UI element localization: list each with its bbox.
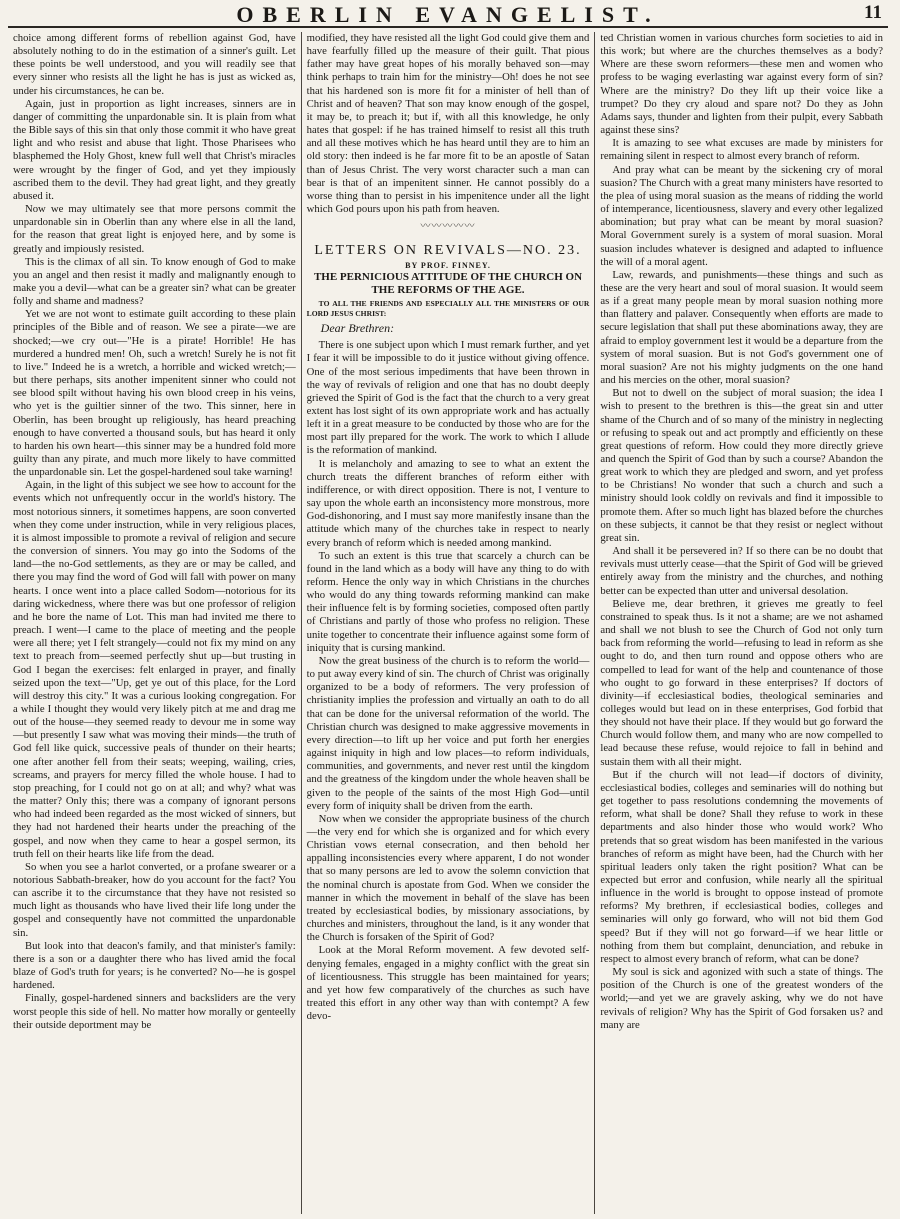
article-salutation: Dear Brethren:: [320, 321, 395, 336]
masthead: [8, 0, 888, 26]
paragraph: And shall it be persevered in? If so there can be no doubt that revivals must utterly cease—that the Spirit of God will be grieved entirely away from the ministry and the churches, and nothing better can be expected than utter and universal desolation.: [600, 545, 884, 597]
paragraph: But look into that deacon's family, and that minister's family: there is a son or a daughter there who has lived amid the focal blaze of God's truth for years; is he converted? No—he is gospel hardened.: [13, 939, 296, 992]
paragraph: It is melancholy and amazing to see to what an extent the church treats the different branches of reform either with indifference, or with direct opposition. There is not, I venture to say upon the whole earth an inconsistency more monstrous, more God-dishonoring, and I must say more manifestly insane than the attitude which many of the churches take in respect to nearly every branch of reform which is needed among mankind.: [306, 457, 590, 549]
paragraph: This is the climax of all sin. To know enough of God to make you an angel and then resist it madly and malignantly enough to make you a devil—what can be a greater sin? what can be greater folly and shame and madness?: [13, 255, 296, 308]
paragraph: But not to dwell on the subject of moral suasion; the idea I wish to present to the brethren is this—the great sin and utter shame of the Church and of so many of the ministry in neglecting or refusing to speak out and act promptly and efficiently on these great questions of reform. How could they more directly grieve and quench the Spirit of God than by such a course? Abandon the great work to which they are pledged and sworn, and yet profess to be Christians! No wonder that such a church and such a ministry should look coldly on revivals and find it impossible to promote them. After so much light has blazed before the churches on these subjects, it cannot be that they resist or neglect without great sin.: [600, 387, 884, 544]
column-2: [301, 32, 595, 1214]
paragraph: To such an extent is this true that scarcely a church can be found in the land which as a body will have any thing to do with reform. Hence the only way in which Christians in the churches who would do any thing towards reforming mankind can make their influence felt is by forming societies, composed often partly of Christians and partly of those who profess no religion. These unite together to concentrate their influence against some form of iniquity that is cursing mankind.: [306, 549, 590, 654]
text-columns: [8, 32, 888, 1214]
page-title: OBERLIN EVANGELIST.: [236, 2, 660, 27]
paragraph: Now we may ultimately see that more persons commit the unpardonable sin in Oberlin than any where else in all the land, for the reason that great light is enjoyed here, and by some is greatly and impiously resisted.: [13, 203, 296, 255]
article-dedication: TO ALL THE FRIENDS AND ESPECIALLY ALL THE MINISTERS OF OUR LORD JESUS CHRIST:: [306, 299, 590, 319]
paragraph: It is amazing to see what excuses are made by ministers for remaining silent in respect to almost every branch of reform.: [600, 137, 884, 163]
column-2-top-text: [307, 32, 590, 216]
paragraph: My soul is sick and agonized with such a state of things. The position of the Church is one of the greatest wonders of the world;—and yet we are gravely asking, why we do not have revivals of religion? Why has the Spirit of God forsaken us? and many are: [600, 966, 884, 1031]
paragraph: Yet we are not wont to estimate guilt according to these plain principles of the Bible and of reason. We see a pirate—we are shocked;—we cry out—"He is a pirate! Horrible! He has murdered a hundred men! Oh, such a wretch! Surely he is not fit to live." Indeed he is a wretch, a horrible and wicked wretch;—but there perhaps, sits another impenitent sinner who could not see blood spilt without having his own blood creep in his veins, who yet is the guiltier sinner of the two. This sinner, here in Oberlin, has been brought up religiously, has heard preaching enough to have converted a thousand souls, but has heard it only to harden his own heart—this sinner may be a hundred fold more guilty than any pirate, and much more likely to have committed the unpardonable sin. Let the gospel-hardened soul take warning!: [13, 308, 296, 479]
paragraph: Now the great business of the church is to reform the world—to put away every kind of sin. The church of Christ was originally organized to be a body of reformers. The very profession of christianity implies the profession and virtually an oath to do all that can be done for the universal reformation of the world. The Christian church was designed to make aggressive movements in every direction—to lift up her voice and put forth her energies against iniquity in high and low places—to reform individuals, communities, and governments, and never rest until the kingdom and the greatness of the kingdom under the whole heaven shall be given to the people of the saints of the most High God—until every form of iniquity shall be driven from the earth.: [306, 654, 590, 812]
paragraph: Again, in the light of this subject we see how to account for the events which not unfrequently occur in the world's history. The most notorious sinners, it sometimes happens, are soon converted when they come under instruction, while in very religious places, it is almost impossible to promote a revival of religion and secure the conversion of sinners. You may go into the Sodoms of the land—the no-God settlements, as they are or may be called, and there you may find the word of God will fall with power on many hearts. I once went into a place called Sodom—notorious for its daring wickedness, where there was but one professor of religion and he bore the name of Lot. This man had invited me there to preach. I went—I came to the place of meeting and the people were all there; yet I felt strangely—could not fix my mind on any text to preach from—seemed perfectly shut up—but trusting in God I began the exercises: felt enlarged in prayer, and finally seized upon the text—"Up, get ye out of this place, for the Lord will destroy this city." It was a curious looking congregation. For a while I thought they would very likely pitch at me and drag me out of the house—they seemed ready to devour me in some way—but presently I saw what was moving their minds—the truth of God fell like quick, successive peals of thunder on their hearts; one after another fell from their seats; weeping, wailing, cries, screams, and prayers for mercy filled the whole house. I had to stop preaching, for I could not go on at all; and why? what was the matter? Only this; there was a company of ignorant persons who had indeed been regarded as the most wicked of sinners, but they had not hardened their hearts under the preaching of the gospel, and now when they came to hear a gospel sermon, its truth fell on their hearts like life from the dead.: [13, 479, 296, 860]
column-3: [594, 32, 888, 1214]
paragraph: There is one subject upon which I must remark further, and yet I fear it will be impossible to do it justice without giving offence. One of the most serious impediments that have been thrown in the way of revivals of religion and one that has no doubt deeply grieved the Spirit of God is the fact that the church to a very great extent has lost sight of its own appropriate work and has actually left it in a great measure to be conducted by those who are for the most part illy prepared for the work. The work to which I allude is the reformation of mankind.: [306, 339, 590, 457]
paragraph: And pray what can be meant by the sickening cry of moral suasion? The Church with a great many ministers have resorted to the plea of using moral suasion as the means of ridding the world of intemperance, licentiousness, slavery and every other legalized abomination; but pray what can be meant by moral suasion? Moral Government surely is a system of moral suasion. Moral suasion includes whatever is designed and adapted to influence the will of a moral agent.: [600, 163, 884, 268]
article-byline: BY PROF. FINNEY.: [405, 261, 491, 271]
page-number: 11: [864, 2, 882, 23]
paragraph: modified, they have resisted all the light God could give them and have fearfully filled up the measure of their guilt. That pious father may have great hopes of his morally behaved son—may think perhaps to train him for the ministry—Oh! does he not see that his hardened son is more fit for a minister of hell than of Christ and of heaven? That son may know enough of the gospel, it may be, to preach it; but if, with all this knowledge, he only hates that gospel: if he has trained himself to resist all this truth and all these motives which he has heard until they are to him an old story: then indeed is he far more fit to be an apostle of Satan than of Jesus Christ. The very worst character such a man can bear is that of an impenitent sinner. He cannot possibly do a worse thing than to persist in his impenitence under all the light which God pours upon his path from heaven.: [306, 32, 590, 216]
paragraph: ted Christian women in various churches form societies to aid in this work; but where are the churches themselves as a body? Where are these sworn reformers—these men and women who profess to be waging everlasting war against every form of sin? Where are the ministry? Do they lift up their voice like a trumpet? Do they cry aloud and spare not? Do they as John Adams says, thunder and lighten from their pulpit, every Sabbath against these sins?: [600, 32, 884, 137]
paragraph: Again, just in proportion as light increases, sinners are in danger of committing the unpardonable sin. It is plain from what the Bible says of this sin that only those commit it who have great light and who resist and abuse that light. Those Pharisees who blasphemed the Holy Ghost, knew full well that Christ's miracles were wrought by the finger of God, and yet they impiously ascribed them to the devil. They had great light, and they greatly abused it.: [13, 97, 296, 202]
section-divider: 〰〰〰〰〰: [420, 221, 476, 233]
paragraph: But if the church will not lead—if doctors of divinity, ecclesiastical bodies, colleges and seminaries will do nothing but get together to pass resolutions condemning the movements of reform, what shall be done? Shall they refuse to work in these departments and also hinder those who would work? Who pretends that so great wisdom has been manifested in the various branches of reform as might have been, had the Church with her spiritual leaders only taken the right position? What can be expected but error and confusion, while nearly all the spiritual influence in the world is brought to oppose instead of promote reforms? My brethren, if ecclesiastical bodies, colleges and seminaries will only go forward, who will not bid them God speed? But if they will not go forward—if we hear little or nothing from them but complaint, denunciation, and rebuke in respect to almost every branch of reform, what can be done?: [600, 768, 884, 965]
article-title: LETTERS ON REVIVALS—NO. 23.: [314, 243, 582, 259]
paragraph: choice among different forms of rebellion against God, have absolutely nothing to do in the estimation of a sinner's guilt. Let these points be well understood, and you will readily see that every sinner who resists all the light he has is just as wicked as, under his circumstances, he can be.: [13, 32, 296, 97]
paragraph: Law, rewards, and punishments—these things and such as these are the very heart and soul of moral suasion. It would seem as if a great many people mean by moral suasion nothing more than flattery and palaver. Consequently when efforts are made to secure legislation that shall put these abominations away, they are afraid to employ government lest it would be a departure from the system of moral suasion. But is not God's government one of moral suasion? Are not his mighty judgments on the one hand and his mercies on the other, moral suasion?: [600, 268, 884, 387]
article-subtitle: THE PERNICIOUS ATTITUDE OF THE CHURCH ON THE REFORMS OF THE AGE.: [313, 271, 583, 297]
paragraph: Believe me, dear brethren, it grieves me greatly to feel constrained to speak thus. Is it not a shame; are we not ashamed and shall we not blush to see the Church of God not only turn back from reforming the world—refusing to lead in reform as she ought to do, and then turn round and oppose others who are compelled to lead for want of the help and countenance of those who ought to go forward in these enterprises? If doctors of divinity—if ecclesiastical bodies, theological seminaries and colleges would but lead on in these enterprises, God forbid that they should not have their place. If they would but go forward the Church would follow them, and many who are now compelled to lead because these refuse, would rejoice to fall in behind and sustain them with all their might.: [600, 597, 884, 768]
paragraph: So when you see a harlot converted, or a profane swearer or a notorious Sabbath-breaker, how do you account for the fact? You can ascribe it to the circumstance that they have not resisted so much light as thousands who have lived their life long under the gospel and consequently have not committed the unpardonable sin.: [13, 860, 296, 939]
paragraph: Look at the Moral Reform movement. A few devoted self-denying females, engaged in a mighty conflict with the great sin of licentiousness. This struggle has been maintained for years; and yet how few comparatively of the churches as such have treated this effort in any other way than with contempt? A few devo-: [306, 944, 590, 1023]
article-heading: [307, 242, 590, 297]
column-1: [8, 32, 301, 1214]
paragraph: Now when we consider the appropriate business of the church—the very end for which she is organized and for which every Christian vows eternal consecration, and then behold her appalling inconsistencies every where apparent, I do not wonder that so many persons are led to avow the solemn conviction that the nominal church is apostate from God. When we consider the manner in which the movement in behalf of the slave has been treated by ecclesiastical bodies, by missionary associations, by churches and ministers, throughout the land, is it any wonder that the Church is forsaken of the Spirit of God?: [306, 812, 590, 944]
paragraph: Finally, gospel-hardened sinners and backsliders are the very worst people this side of hell. No matter how morally or genteelly their outside deportment may be: [13, 992, 296, 1031]
column-2-article-body: [307, 339, 590, 1023]
